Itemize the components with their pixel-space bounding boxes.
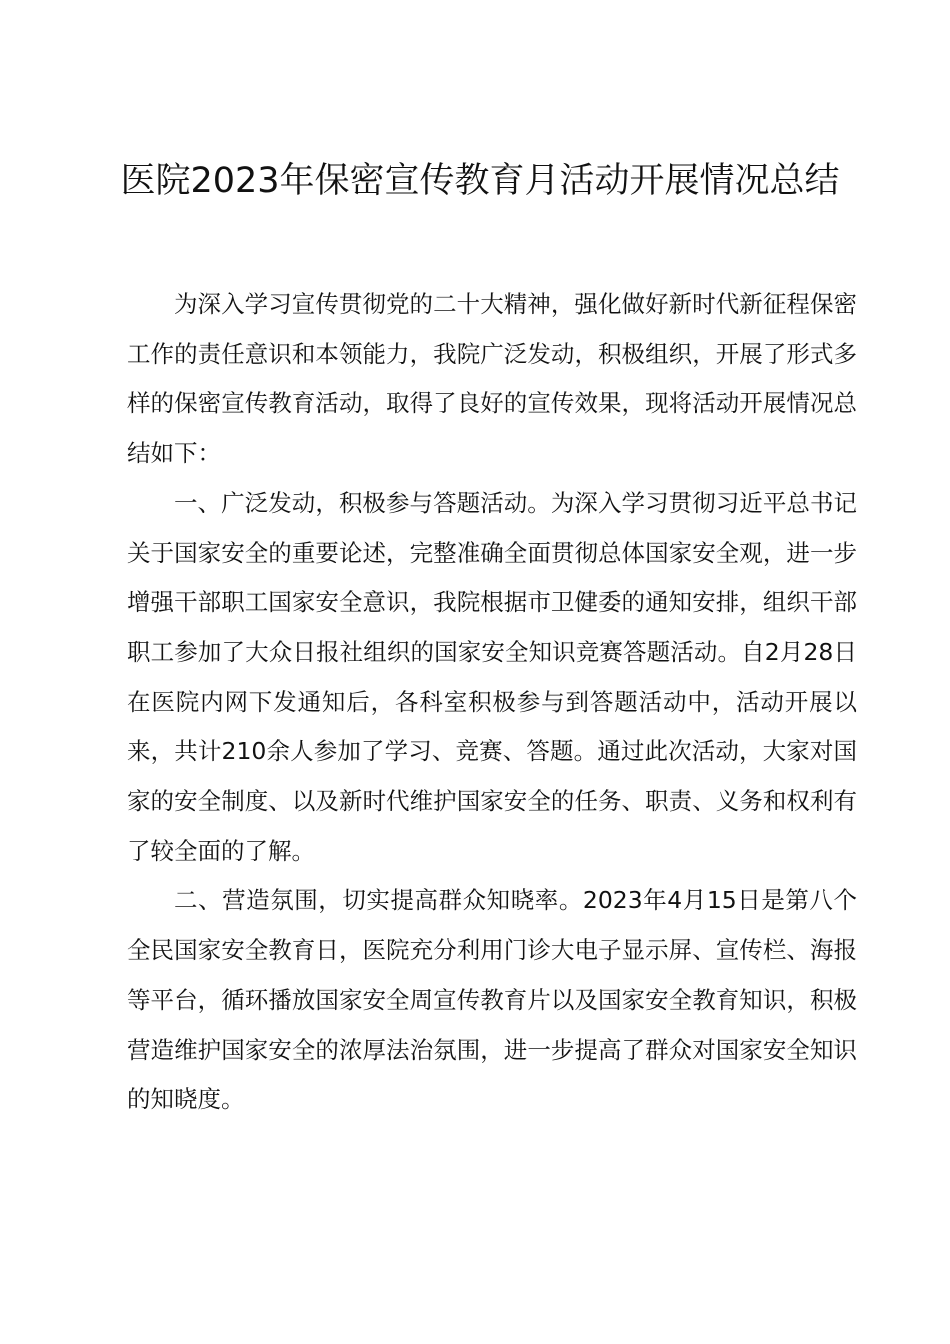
section-one-paragraph: 一、广泛发动，积极参与答题活动。为深入学习贯彻习近平总书记关于国家安全的重要论述，完整准确全面贯彻总体国家安全观，进一步增强干部职工国家安全意识，我院根据市卫健委的通知安排，组织干部职工参加了大众日报社组织的国家安全知识竞赛答题活动。自2月28日在医院内网下发通知后，各科室积极参与到答题活动中，活动开展以来，共计210余人参加了学习、竞赛、答题。通过此次活动，大家对国家的安全制度、以及新时代维护国家安全的任务、职责、义务和权利有了较全面的了解。 — [127, 488, 857, 865]
document-title: 医院2023年保密宣传教育月活动开展情况总结 — [120, 161, 840, 201]
section-two-paragraph: 二、营造氛围，切实提高群众知晓率。2023年4月15日是第八个全民国家安全教育日，医院充分利用门诊大电子显示屏、宣传栏、海报等平台，循环播放国家安全周宣传教育片以及国家安全教育知识，积极营造维护国家安全的浓厚法治氛围，进一步提高了群众对国家安全知识的知晓度。 — [127, 886, 857, 1114]
intro-paragraph: 为深入学习宣传贯彻党的二十大精神，强化做好新时代新征程保密工作的责任意识和本领能力，我院广泛发动，积极组织，开展了形式多样的保密宣传教育活动，取得了良好的宣传效果，现将活动开展情况总结如下： — [127, 290, 857, 468]
document-body — [127, 280, 857, 1125]
